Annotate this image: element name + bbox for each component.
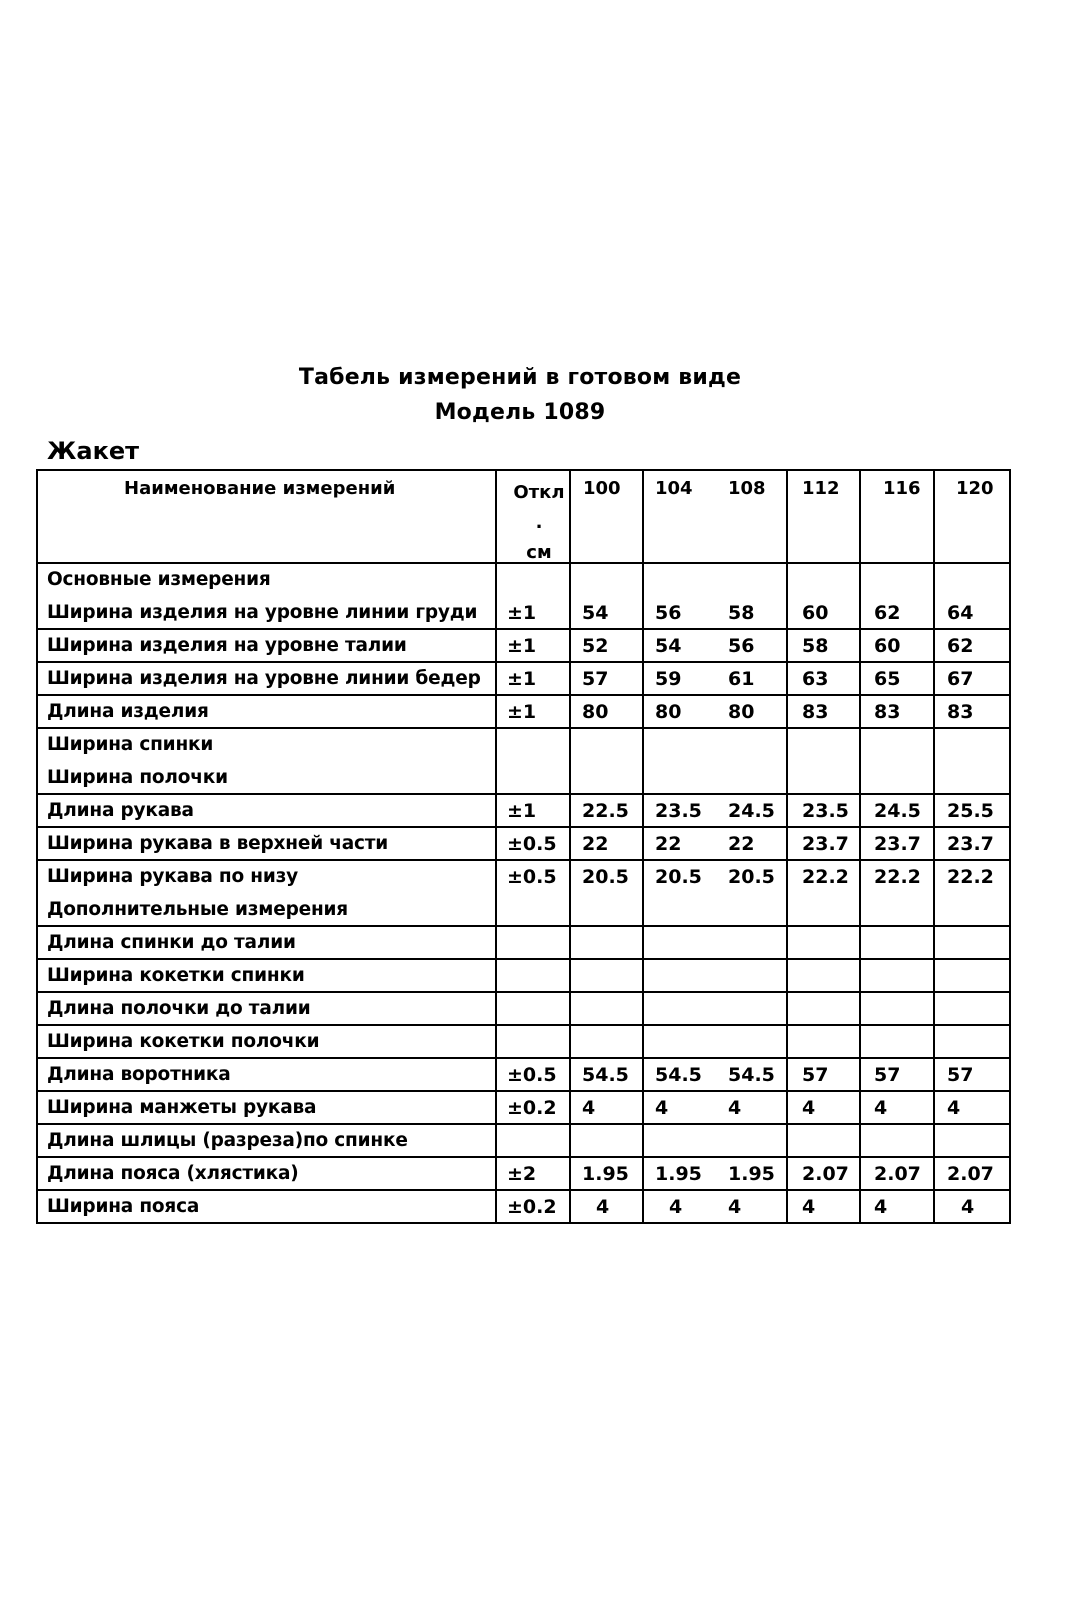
size-value-cell: 57 <box>582 668 609 690</box>
size-value-cell: 56 <box>728 635 755 657</box>
size-value-cell: 23.5 <box>655 800 702 822</box>
size-value-cell: 2.07 <box>874 1163 921 1185</box>
measurement-name: Длина спинки до талии <box>47 932 296 953</box>
header-size: 108 <box>728 478 766 499</box>
size-value-cell: 1.95 <box>728 1163 775 1185</box>
table-row <box>38 696 1009 729</box>
size-value-cell: 23.7 <box>874 833 921 855</box>
header-size: 120 <box>956 478 994 499</box>
size-value-cell: 4 <box>874 1097 888 1119</box>
size-value-cell: 2.07 <box>947 1163 994 1185</box>
measurement-name: Дополнительные измерения <box>47 899 348 920</box>
header-size: 116 <box>883 478 921 499</box>
size-value-cell: 4 <box>728 1097 742 1119</box>
measurement-name: Длина рукава <box>47 800 194 821</box>
table-row <box>38 1158 1009 1191</box>
size-value-cell: 20.5 <box>655 866 702 888</box>
tolerance-cell: ±0.5 <box>507 833 557 855</box>
size-value-cell: 56 <box>655 602 682 624</box>
header-tolerance: Откл . см <box>513 482 565 563</box>
measurement-name: Основные измерения <box>47 569 271 590</box>
measurement-name: Длина воротника <box>47 1064 231 1085</box>
size-value-cell: 24.5 <box>728 800 775 822</box>
size-value-cell: 67 <box>947 668 974 690</box>
header-size: 104 <box>655 478 693 499</box>
size-value-cell: 54.5 <box>582 1064 629 1086</box>
measurement-name: Ширина кокетки полочки <box>47 1031 320 1052</box>
size-value-cell: 20.5 <box>728 866 775 888</box>
table-row <box>38 960 1009 993</box>
measurement-name: Ширина кокетки спинки <box>47 965 305 986</box>
measurement-name: Ширина изделия на уровне линии бедер <box>47 668 481 689</box>
size-value-cell: 24.5 <box>874 800 921 822</box>
size-value-cell: 4 <box>802 1097 816 1119</box>
size-value-cell: 62 <box>947 635 974 657</box>
size-value-cell: 54 <box>582 602 609 624</box>
size-value-cell: 4 <box>874 1196 888 1218</box>
size-value-cell: 25.5 <box>947 800 994 822</box>
header-size: 112 <box>802 478 840 499</box>
size-value-cell: 64 <box>947 602 974 624</box>
size-value-cell: 61 <box>728 668 755 690</box>
size-value-cell: 83 <box>874 701 901 723</box>
measurement-name: Ширина пояса <box>47 1196 200 1217</box>
table-row <box>38 927 1009 960</box>
size-value-cell: 23.7 <box>947 833 994 855</box>
table-row <box>38 894 1009 927</box>
measurement-name: Длина изделия <box>47 701 209 722</box>
table-row <box>38 1026 1009 1059</box>
page-title: Табель измерений в готовом виде <box>298 365 742 390</box>
size-value-cell: 4 <box>961 1196 975 1218</box>
size-value-cell: 57 <box>802 1064 829 1086</box>
measurement-name: Ширина рукава в верхней части <box>47 833 389 854</box>
size-value-cell: 80 <box>655 701 682 723</box>
size-value-cell: 60 <box>802 602 829 624</box>
measurement-name: Длина полочки до талии <box>47 998 311 1019</box>
tolerance-cell: ±0.5 <box>507 1064 557 1086</box>
size-value-cell: 2.07 <box>802 1163 849 1185</box>
measurement-name: Ширина полочки <box>47 767 228 788</box>
size-value-cell: 52 <box>582 635 609 657</box>
tolerance-cell: ±0.5 <box>507 866 557 888</box>
size-value-cell: 62 <box>874 602 901 624</box>
header-name: Наименование измерений <box>124 478 396 499</box>
table-row <box>38 828 1009 861</box>
size-value-cell: 65 <box>874 668 901 690</box>
measurement-name: Ширина изделия на уровне линии груди <box>47 602 478 623</box>
measurement-name: Ширина спинки <box>47 734 214 755</box>
table-row <box>38 597 1009 630</box>
size-value-cell: 23.5 <box>802 800 849 822</box>
size-value-cell: 20.5 <box>582 866 629 888</box>
size-value-cell: 80 <box>728 701 755 723</box>
size-value-cell: 22 <box>582 833 609 855</box>
table-row <box>38 1092 1009 1125</box>
model-subtitle: Модель 1089 <box>434 400 606 425</box>
size-value-cell: 22 <box>655 833 682 855</box>
size-value-cell: 4 <box>655 1097 669 1119</box>
measurements-table <box>36 469 1011 1224</box>
size-value-cell: 54 <box>655 635 682 657</box>
tolerance-cell: ±0.2 <box>507 1196 557 1218</box>
tolerance-cell: ±2 <box>507 1163 537 1185</box>
table-row <box>38 729 1009 762</box>
size-value-cell: 60 <box>874 635 901 657</box>
measurement-name: Ширина изделия на уровне талии <box>47 635 407 656</box>
table-row <box>38 762 1009 795</box>
size-value-cell: 58 <box>728 602 755 624</box>
size-value-cell: 22.2 <box>802 866 849 888</box>
size-value-cell: 23.7 <box>802 833 849 855</box>
tolerance-cell: ±1 <box>507 668 537 690</box>
table-row <box>38 993 1009 1026</box>
size-value-cell: 4 <box>596 1196 610 1218</box>
size-value-cell: 1.95 <box>582 1163 629 1185</box>
measurement-name: Ширина манжеты рукава <box>47 1097 317 1118</box>
measurement-name: Длина пояса (хлястика) <box>47 1163 299 1184</box>
size-value-cell: 4 <box>669 1196 683 1218</box>
size-value-cell: 54.5 <box>728 1064 775 1086</box>
tolerance-cell: ±1 <box>507 800 537 822</box>
size-value-cell: 4 <box>947 1097 961 1119</box>
table-row <box>38 861 1009 894</box>
size-value-cell: 4 <box>802 1196 816 1218</box>
size-value-cell: 22.2 <box>947 866 994 888</box>
measurement-name: Ширина рукава по низу <box>47 866 298 887</box>
size-value-cell: 1.95 <box>655 1163 702 1185</box>
tolerance-cell: ±1 <box>507 602 537 624</box>
size-value-cell: 57 <box>874 1064 901 1086</box>
table-header <box>38 471 1009 564</box>
size-value-cell: 4 <box>728 1196 742 1218</box>
table-row <box>38 663 1009 696</box>
size-value-cell: 63 <box>802 668 829 690</box>
tolerance-cell: ±1 <box>507 635 537 657</box>
size-value-cell: 83 <box>947 701 974 723</box>
table-row <box>38 630 1009 663</box>
header-size: 100 <box>583 478 621 499</box>
size-value-cell: 22 <box>728 833 755 855</box>
size-value-cell: 4 <box>582 1097 596 1119</box>
table-row <box>38 1059 1009 1092</box>
size-value-cell: 59 <box>655 668 682 690</box>
tolerance-cell: ±1 <box>507 701 537 723</box>
size-value-cell: 22.5 <box>582 800 629 822</box>
tolerance-cell: ±0.2 <box>507 1097 557 1119</box>
section-title: Жакет <box>47 437 140 465</box>
table-row <box>38 564 1009 597</box>
table-row <box>38 795 1009 828</box>
size-value-cell: 58 <box>802 635 829 657</box>
size-value-cell: 22.2 <box>874 866 921 888</box>
table-row <box>38 1125 1009 1158</box>
size-value-cell: 80 <box>582 701 609 723</box>
measurement-name: Длина шлицы (разреза)по спинке <box>47 1130 408 1151</box>
size-value-cell: 54.5 <box>655 1064 702 1086</box>
size-value-cell: 83 <box>802 701 829 723</box>
size-value-cell: 57 <box>947 1064 974 1086</box>
table-row <box>38 1191 1009 1224</box>
